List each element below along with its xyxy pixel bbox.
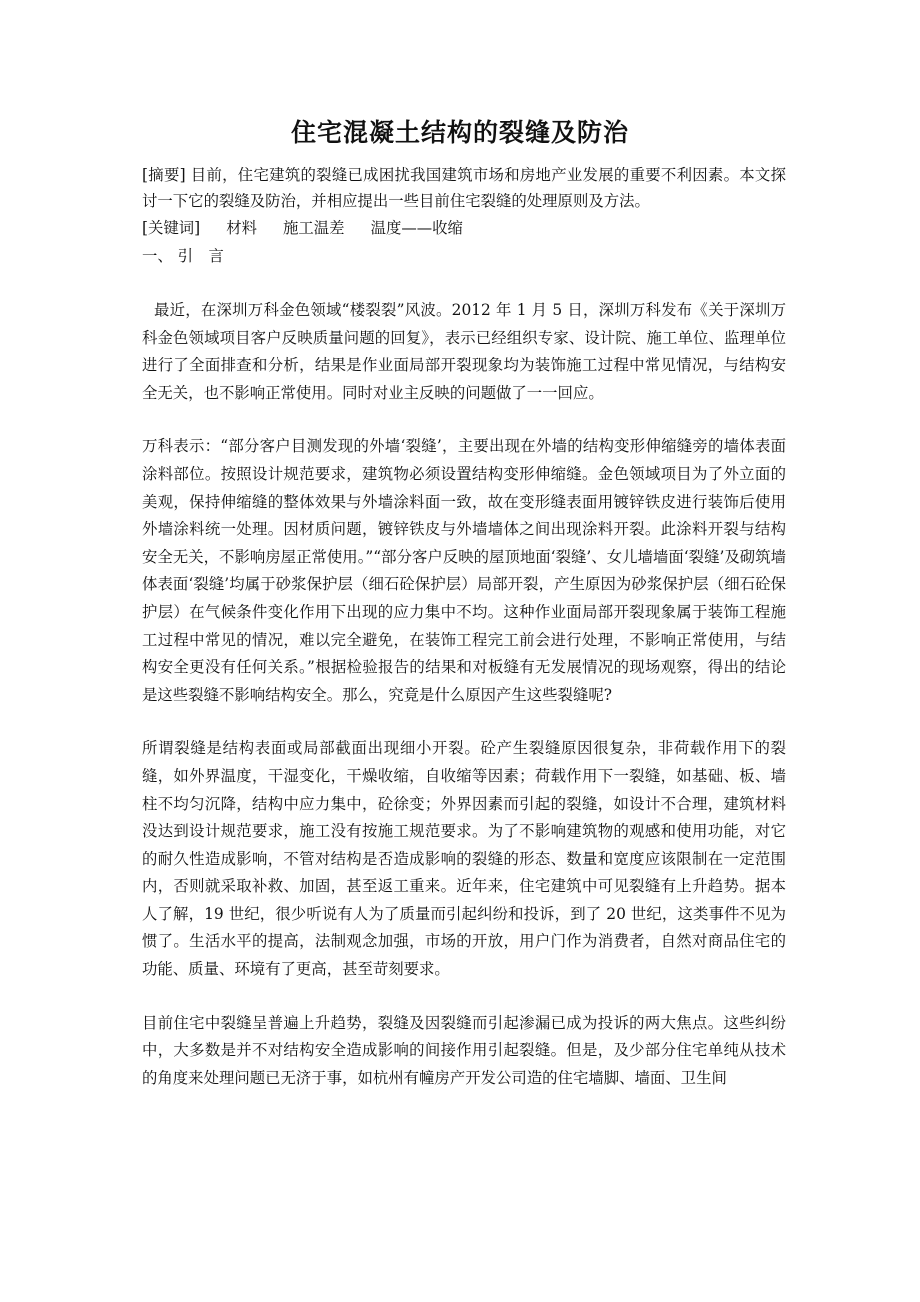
document-title: 住宅混凝土结构的裂缝及防治 [290,118,629,147]
section-heading: 一、 引 言 [142,247,224,265]
keyword-item: 材料 [226,219,257,237]
body-paragraph: 万科表示：“部分客户目测发现的外墙‘裂缝’，主要出现在外墙的结构变形伸缩缝旁的墙体表面涂料部位。按照设计规范要求，建筑物必须设置结构变形伸缩缝。金色领域项目为了外立面的美观，保持伸缩缝的整体效果与外墙涂料面一致，故在变形缝表面用镀锌铁皮进行装饰后使用外墙涂料统一处理。因材质问题，镀锌铁皮与外墙墙体之间出现涂料开裂。此涂料开裂与结构安全无关，不影响房屋正常使用。”“部分客户反映的屋顶地面‘裂缝’、女儿墙墙面‘裂缝’及砌筑墙体表面‘裂缝’均属于砂浆保护层（细石砼保护层）局部开裂，产生原因为砂浆保护层（细石砼保护层）在气候条件变化作用下出现的应力集中不均。这种作业面局部开裂现象属于装饰工程施工过程中常见的情况，难以完全避免，在装饰工程完工前会进行处理，不影响正常使用，与结构安全更没有任何关系。”根据检验报告的结果和对板缝有无发展情况的现场观察，得出的结论是这些裂缝不影响结构安全。那么，究竟是什么原因产生这些裂缝呢? [142,437,786,704]
keyword-item: 施工温差 [282,219,345,237]
document-body [142,162,786,1092]
keyword-item: 温度——收缩 [370,219,463,237]
keywords-line [142,214,786,242]
abstract-paragraph: [摘要] 目前，住宅建筑的裂缝已成困扰我国建筑市场和房地产业发展的重要不利因素。本文探讨一下它的裂缝及防治，并相应提出一些目前住宅裂缝的处理原则及方法。 [142,166,786,210]
body-paragraph: 所谓裂缝是结构表面或局部截面出现细小开裂。砼产生裂缝原因很复杂，非荷载作用下的裂缝，如外界温度，干湿变化，干燥收缩，自收缩等因素；荷载作用下一裂缝，如基础、板、墙柱不均匀沉降，结构中应力集中，砼徐变；外界因素而引起的裂缝，如设计不合理，建筑材料没达到设计规范要求，施工没有按施工规范要求。为了不影响建筑物的观感和使用功能，对它的耐久性造成影响，不管对结构是否造成影响的裂缝的形态、数量和宽度应该限制在一定范围内，否则就采取补救、加固，甚至返工重来。近年来，住宅建筑中可见裂缝有上升趋势。据本人了解，19 世纪，很少听说有人为了质量而引起纠纷和投诉，到了 20 世纪，这类事件不见为惯了。生活水平的提高，法制观念加强，市场的开放，用户门作为消费者，自然对商品住宅的功能、质量、环境有了更高，甚至苛刻要求。 [142,739,786,979]
body-paragraph: 最近，在深圳万科金色领域“楼裂裂”风波。2012 年 1 月 5 日，深圳万科发布《关于深圳万科金色领域项目客户反映质量问题的回复》，表示已经组织专家、设计院、施工单位、监理单位进行了全面排查和分析，结果是作业面局部开裂现象均为装饰施工过程中常见情况，与结构安全无关，也不影响正常使用。同时对业主反映的问题做了一一回应。 [142,301,786,402]
body-paragraph: 目前住宅中裂缝呈普遍上升趋势，裂缝及因裂缝而引起渗漏已成为投诉的两大焦点。这些纠纷中，大多数是并不对结构安全造成影响的间接作用引起裂缝。但是，及少部分住宅单纯从技术的角度来处理问题已无济于事，如杭州有幢房产开发公司造的住宅墙脚、墙面、卫生间 [142,1013,786,1087]
keywords-label: [关键词] [142,219,201,237]
